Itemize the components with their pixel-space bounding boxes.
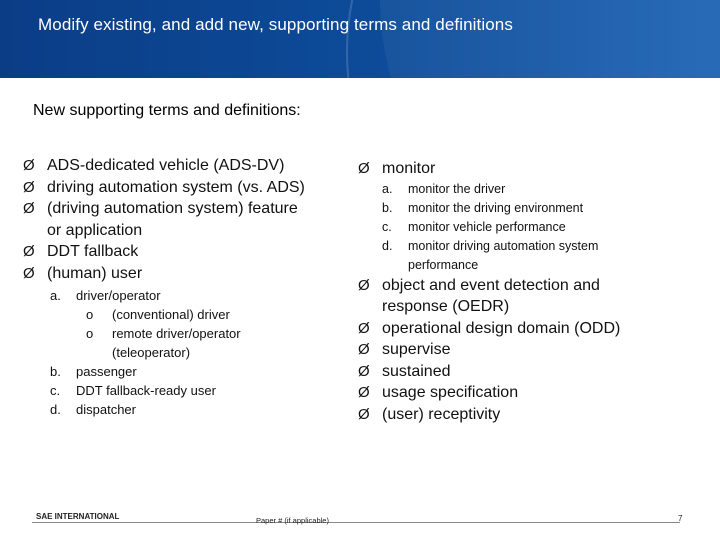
header-decoration-arc	[346, 0, 720, 78]
slide-title: Modify existing, and add new, supporting terms and definitions	[38, 15, 513, 34]
sublist-item	[50, 362, 353, 381]
arrow-bullet-icon: Ø	[23, 200, 35, 217]
term-text: sustained	[382, 362, 451, 380]
arrow-bullet-icon: Ø	[358, 362, 370, 380]
section-subtitle: New supporting terms and definitions:	[33, 102, 301, 119]
circle-bullet-icon: o	[86, 307, 94, 322]
sublist-item	[382, 237, 688, 275]
arrow-bullet-icon: Ø	[358, 384, 370, 401]
nested-item	[86, 305, 353, 324]
term-text-continued: response (OEDR)	[382, 298, 510, 315]
sublist-text: monitor vehicle performance	[408, 219, 566, 234]
term-text: monitor	[382, 160, 436, 177]
sublist-text: monitor the driver	[408, 181, 506, 196]
footer-organization: SAE INTERNATIONAL	[36, 512, 120, 521]
list-item	[358, 382, 688, 404]
list-item	[358, 158, 688, 275]
term-text: supervise	[382, 341, 451, 358]
term-text-continued: or application	[47, 221, 143, 239]
arrow-bullet-icon: Ø	[358, 341, 370, 358]
sublist-label: d.	[50, 402, 61, 417]
term-text: DDT fallback	[47, 243, 139, 260]
nested-text: remote driver/operator	[112, 326, 241, 341]
footer-paper-number: Paper # (if applicable)	[256, 516, 329, 525]
term-text: (human) user	[47, 264, 143, 282]
list-item	[23, 263, 353, 420]
list-item	[358, 318, 688, 340]
arrow-bullet-icon: Ø	[358, 160, 370, 177]
list-item	[23, 198, 353, 241]
term-text: (driving automation system) feature	[47, 200, 298, 217]
sublist-text: passenger	[76, 364, 137, 379]
left-column	[23, 155, 353, 419]
list-item	[358, 339, 688, 361]
sublist-label: b.	[50, 364, 61, 379]
sublist-text-continued: performance	[408, 257, 479, 272]
nested-item	[86, 324, 353, 362]
list-item	[23, 241, 353, 263]
list-item	[358, 275, 688, 318]
nested-sublist	[86, 305, 353, 362]
sublist-item	[50, 400, 353, 419]
sublist-item	[382, 180, 688, 199]
term-text: operational design domain (ODD)	[382, 319, 621, 337]
sublist-item	[382, 218, 688, 237]
sublist-label: d.	[382, 238, 393, 253]
arrow-bullet-icon: Ø	[23, 243, 35, 260]
arrow-bullet-icon: Ø	[358, 319, 370, 337]
sublist-label: c.	[50, 383, 61, 398]
nested-text-continued: (teleoperator)	[112, 345, 191, 360]
term-text: driving automation system (vs. ADS)	[47, 178, 305, 196]
list-item	[358, 404, 688, 426]
sublist-text: monitor driving automation system	[408, 238, 599, 253]
nested-text: (conventional) driver	[112, 307, 230, 322]
sublist-label: c.	[382, 219, 392, 234]
slide-header	[0, 0, 720, 78]
right-column	[358, 158, 688, 425]
sublist	[50, 286, 353, 419]
list-item	[23, 155, 353, 177]
page-number: 7	[678, 514, 683, 523]
sublist-item	[50, 286, 353, 362]
sublist-text: monitor the driving environment	[408, 200, 584, 215]
sublist-item	[382, 199, 688, 218]
sublist-item	[50, 381, 353, 400]
arrow-bullet-icon: Ø	[23, 264, 35, 282]
sublist-label: a.	[382, 181, 393, 196]
sublist-label: b.	[382, 200, 393, 215]
sublist-label: a.	[50, 288, 61, 303]
term-text: usage specification	[382, 384, 519, 401]
arrow-bullet-icon: Ø	[358, 405, 370, 423]
term-text: (user) receptivity	[382, 405, 501, 423]
term-text: ADS-dedicated vehicle (ADS-DV)	[47, 157, 285, 174]
sublist-text: driver/operator	[76, 288, 161, 303]
arrow-bullet-icon: Ø	[358, 276, 370, 294]
arrow-bullet-icon: Ø	[23, 157, 35, 174]
list-item	[358, 361, 688, 383]
term-text: object and event detection and	[382, 276, 600, 294]
footer-divider	[32, 522, 680, 523]
arrow-bullet-icon: Ø	[23, 178, 35, 196]
sublist-text: DDT fallback-ready user	[76, 383, 216, 398]
circle-bullet-icon: o	[86, 326, 94, 341]
sublist	[382, 180, 688, 275]
list-item	[23, 177, 353, 199]
sublist-text: dispatcher	[76, 402, 136, 417]
